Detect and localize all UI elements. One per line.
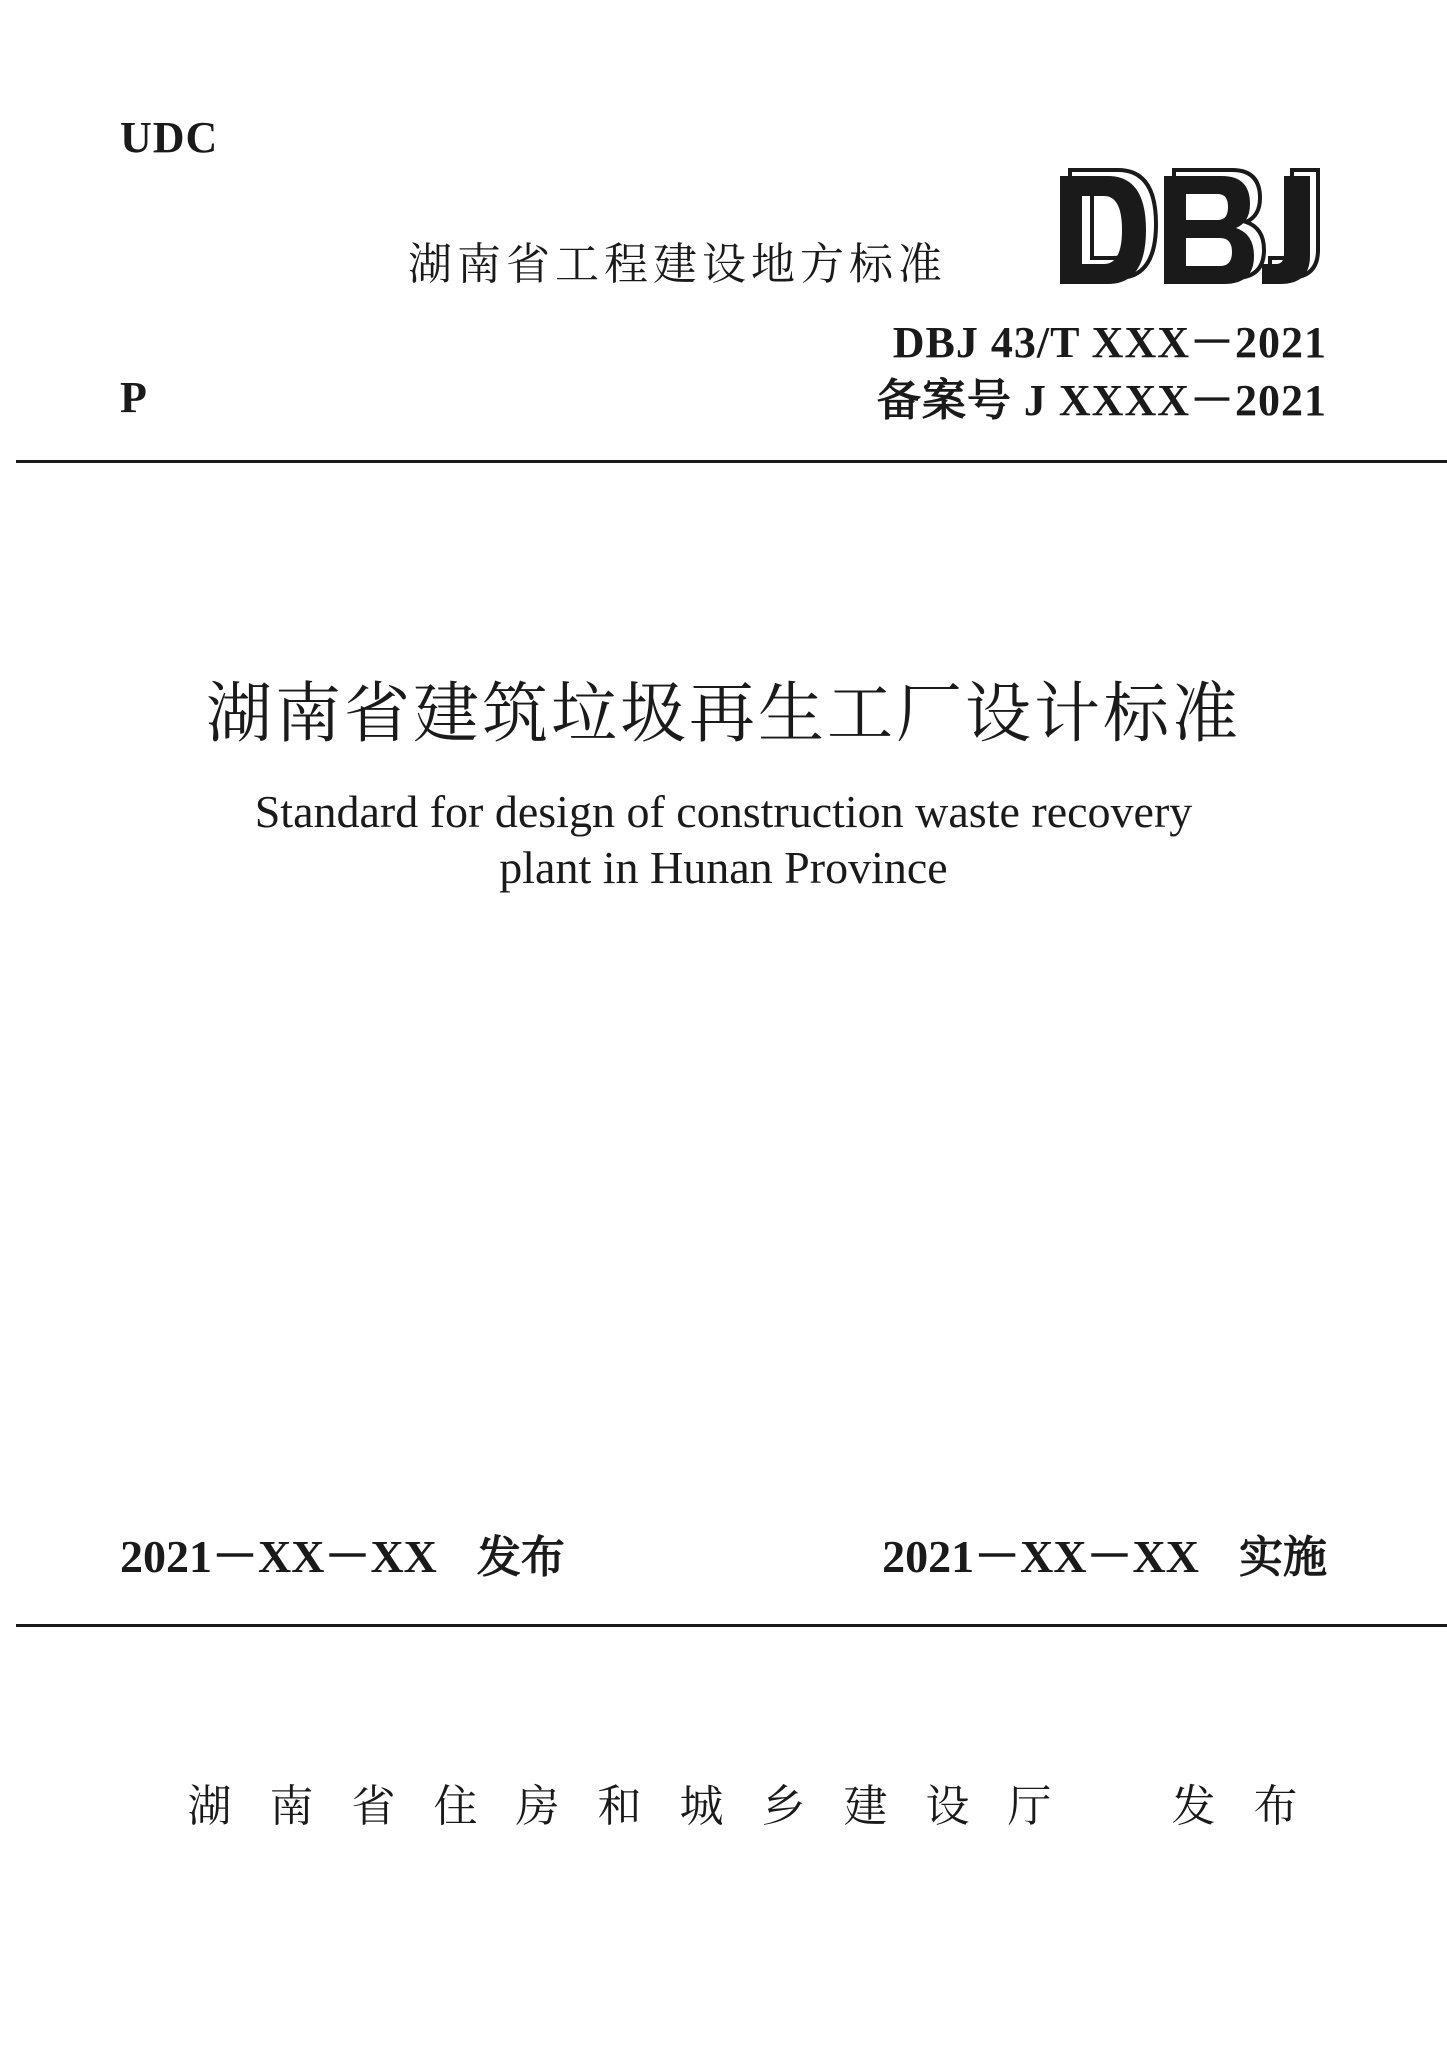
filing-number [877,364,1327,428]
dbj-logo-letter-d [1060,170,1156,284]
publisher-line: 湖南省住房和城乡建设厅 发布 [187,1781,1336,1832]
standard-number: DBJ 43/T XXX－2021 [892,318,1327,367]
dbj-logo-letter-b [1164,170,1264,284]
bottom-divider [16,1624,1447,1627]
english-title-line-2: plant in Hunan Province [499,842,948,893]
dbj-logo-letter-j [1262,170,1318,284]
filing-number-value: J XXXX－2021 [1011,376,1327,425]
category-code: P [120,373,147,422]
dbj-logo [1056,162,1326,292]
udc-label: UDC [120,113,219,162]
english-title-line-1: Standard for design of construction waste recovery [254,786,1193,837]
filing-number-prefix: 备案号 [876,375,1012,426]
implementation-date-label: 实施 [1239,1532,1327,1583]
document-english-title [0,784,1447,896]
top-divider [16,460,1447,463]
implementation-date-value: 2021－XX－XX [882,1531,1199,1582]
series-title: 湖南省工程建设地方标准 [408,239,947,290]
document-title: 湖南省建筑垃圾再生工厂设计标准 [206,675,1241,752]
issue-date-value: 2021－XX－XX [120,1531,437,1582]
issue-date-label: 发布 [476,1532,565,1583]
implementation-date [882,1520,1327,1586]
issue-date [120,1520,565,1586]
